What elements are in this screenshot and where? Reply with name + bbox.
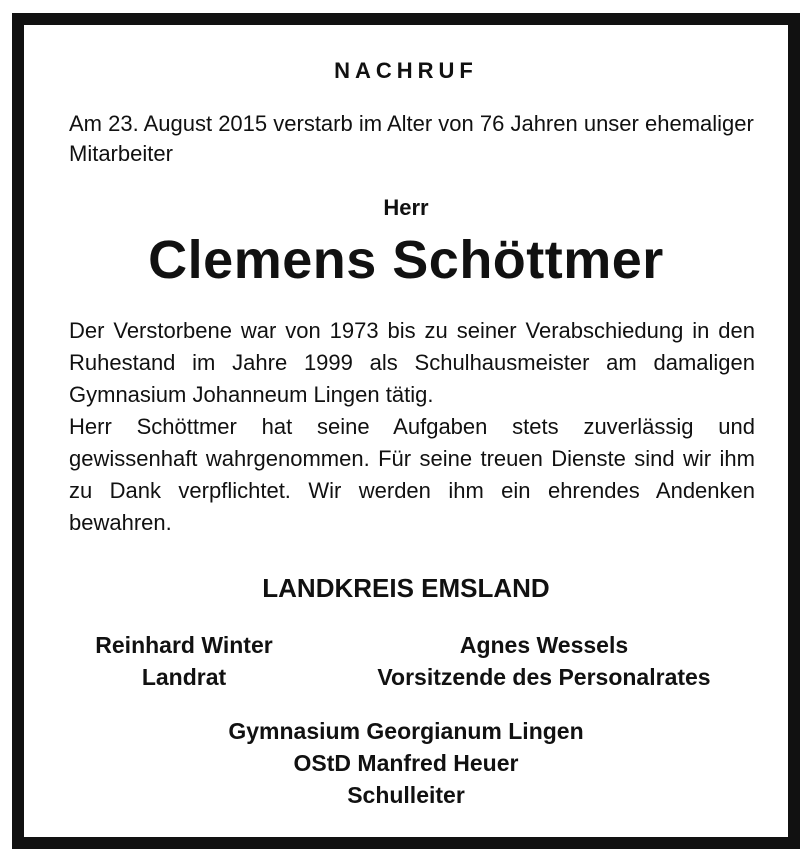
signatory-role: Landrat	[141, 664, 227, 690]
school-person: OStD Manfred Heuer	[293, 750, 519, 776]
intro-text: Am 23. August 2015 verstarb im Alter von 76 Jahren unser ehemaliger Mitarbeiter	[69, 111, 754, 166]
signatory-name: Reinhard Winter	[95, 632, 273, 658]
honorific: Herr	[383, 195, 429, 220]
paragraph-tribute: Herr Schöttmer hat seine Aufgaben stets zuverlässig und gewissenhaft wahrgenommen. Für seine treuen Dienste sind wir ihm zu Dank verpflichtet. Wir werden ihm ein ehrendes Andenken bewahren.	[69, 414, 755, 535]
signatory-name: Agnes Wessels	[459, 632, 629, 658]
school-role: Schulleiter	[347, 782, 465, 808]
organization-name: LANDKREIS EMSLAND	[262, 573, 550, 603]
signatory-landrat	[64, 629, 304, 693]
signatory-role: Vorsitzende des Personalrates	[377, 664, 711, 690]
school-signature	[24, 715, 788, 811]
obituary-frame	[12, 13, 800, 849]
signatory-personalrat	[324, 629, 764, 693]
heading: NACHRUF	[334, 58, 478, 83]
paragraph-career: Der Verstorbene war von 1973 bis zu seiner Verabschiedung in den Ruhestand im Jahre 1999 als Schulhausmeister am damaligen Gymnasium Johanneum Lingen tätig.	[69, 318, 755, 407]
deceased-name: Clemens Schöttmer	[148, 230, 664, 290]
school-name: Gymnasium Georgianum Lingen	[228, 718, 584, 744]
